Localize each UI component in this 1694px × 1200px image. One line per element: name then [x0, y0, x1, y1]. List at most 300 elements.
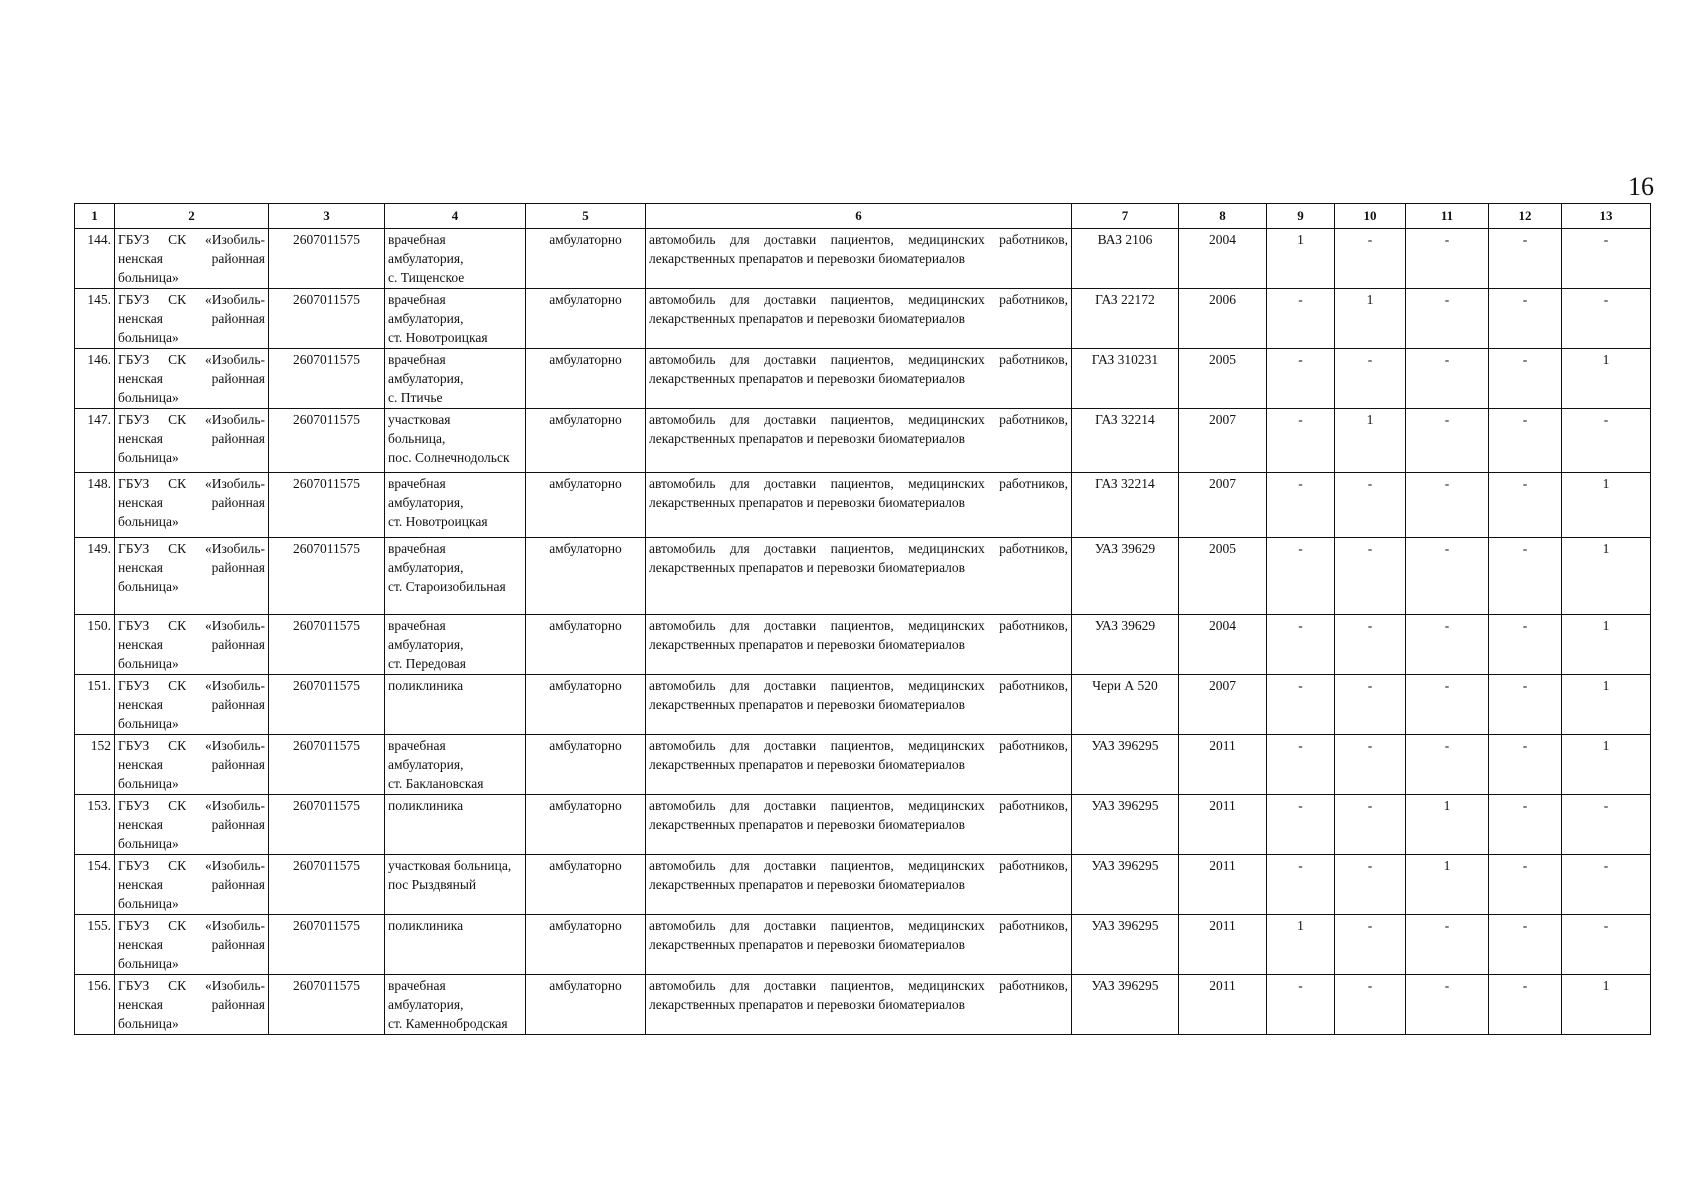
vehicle-purpose: автомобиль для доставки пациентов, медицинских работников, лекарственных препаратов и перевозки биоматериалов	[646, 975, 1072, 1035]
organization-word: СК	[168, 798, 187, 813]
facility-location-line: с. Тищенское	[388, 270, 465, 285]
inn-code: 2607011575	[269, 615, 385, 675]
vehicle-model: ВАЗ 2106	[1072, 229, 1179, 289]
organization-word: СК	[168, 352, 187, 367]
manufacture-year: 2007	[1179, 473, 1267, 538]
organization-line	[118, 249, 265, 268]
facility-location-line: амбулатория,	[388, 637, 464, 652]
care-mode: амбулаторно	[526, 915, 646, 975]
count-column-10: -	[1335, 675, 1406, 735]
organization-word: ГБУЗ	[118, 232, 150, 247]
row-number: 155.	[75, 915, 115, 975]
organization-name	[115, 615, 269, 675]
organization-word: «Изобиль-	[205, 738, 265, 753]
count-column-11: -	[1406, 538, 1489, 615]
organization-word: ненская	[118, 937, 163, 952]
organization-name	[115, 915, 269, 975]
facility-location-line: ст. Каменнобродская	[388, 1016, 508, 1031]
count-column-13: -	[1562, 409, 1651, 473]
count-column-12: -	[1489, 795, 1562, 855]
facility-location	[385, 473, 526, 538]
facility-location	[385, 615, 526, 675]
organization-line: больница»	[118, 450, 179, 465]
facility-location	[385, 289, 526, 349]
table-row	[75, 975, 1651, 1035]
facility-location	[385, 538, 526, 615]
facility-location-line: больница,	[388, 431, 446, 446]
organization-word: ГБУЗ	[118, 738, 150, 753]
table-row	[75, 735, 1651, 795]
organization-word: районная	[211, 877, 265, 892]
table-row	[75, 538, 1651, 615]
organization-word: ГБУЗ	[118, 678, 150, 693]
organization-word: СК	[168, 232, 187, 247]
inn-code: 2607011575	[269, 735, 385, 795]
column-header-4: 4	[385, 204, 526, 229]
count-column-12: -	[1489, 409, 1562, 473]
organization-line	[118, 474, 265, 493]
vehicle-purpose: автомобиль для доставки пациентов, медицинских работников, лекарственных препаратов и перевозки биоматериалов	[646, 409, 1072, 473]
column-header-8: 8	[1179, 204, 1267, 229]
organization-word: ГБУЗ	[118, 292, 150, 307]
organization-word: СК	[168, 412, 187, 427]
organization-word: СК	[168, 738, 187, 753]
facility-location-line: врачебная	[388, 292, 446, 307]
inn-code: 2607011575	[269, 855, 385, 915]
table-row	[75, 289, 1651, 349]
count-column-9: 1	[1267, 229, 1335, 289]
facility-location-line: амбулатория,	[388, 560, 464, 575]
organization-word: «Изобиль-	[205, 918, 265, 933]
organization-line: больница»	[118, 1016, 179, 1031]
inn-code: 2607011575	[269, 409, 385, 473]
organization-word: ненская	[118, 495, 163, 510]
organization-word: ГБУЗ	[118, 352, 150, 367]
inn-code: 2607011575	[269, 289, 385, 349]
count-column-9: -	[1267, 473, 1335, 538]
organization-word: районная	[211, 997, 265, 1012]
count-column-11: -	[1406, 473, 1489, 538]
organization-line	[118, 755, 265, 774]
organization-word: районная	[211, 311, 265, 326]
count-column-9: -	[1267, 975, 1335, 1035]
vehicle-model: УАЗ 396295	[1072, 915, 1179, 975]
count-column-11: -	[1406, 409, 1489, 473]
count-column-9: -	[1267, 615, 1335, 675]
organization-word: ненская	[118, 877, 163, 892]
row-number: 154.	[75, 855, 115, 915]
count-column-12: -	[1489, 615, 1562, 675]
table-row	[75, 409, 1651, 473]
organization-word: ненская	[118, 697, 163, 712]
facility-location	[385, 915, 526, 975]
count-column-11: -	[1406, 975, 1489, 1035]
facility-location	[385, 349, 526, 409]
count-column-11: -	[1406, 615, 1489, 675]
column-header-13: 13	[1562, 204, 1651, 229]
inn-code: 2607011575	[269, 975, 385, 1035]
count-column-10: -	[1335, 855, 1406, 915]
vehicle-model: УАЗ 396295	[1072, 795, 1179, 855]
facility-location-line: амбулатория,	[388, 371, 464, 386]
count-column-10: -	[1335, 538, 1406, 615]
facility-location	[385, 795, 526, 855]
organization-word: районная	[211, 371, 265, 386]
facility-location	[385, 409, 526, 473]
care-mode: амбулаторно	[526, 795, 646, 855]
facility-location-line: поликлиника	[388, 798, 464, 813]
count-column-10: -	[1335, 473, 1406, 538]
manufacture-year: 2011	[1179, 735, 1267, 795]
facility-location-line: поликлиника	[388, 918, 464, 933]
organization-line	[118, 309, 265, 328]
care-mode: амбулаторно	[526, 409, 646, 473]
facility-location-line: ст. Новотроицкая	[388, 330, 488, 345]
inn-code: 2607011575	[269, 473, 385, 538]
count-column-10: -	[1335, 615, 1406, 675]
organization-line	[118, 350, 265, 369]
organization-line	[118, 539, 265, 558]
count-column-13: -	[1562, 795, 1651, 855]
count-column-10: 1	[1335, 289, 1406, 349]
organization-word: «Изобиль-	[205, 292, 265, 307]
facility-location-line: участковая	[388, 412, 451, 427]
count-column-10: -	[1335, 915, 1406, 975]
organization-word: районная	[211, 757, 265, 772]
organization-name	[115, 349, 269, 409]
count-column-10: -	[1335, 975, 1406, 1035]
organization-word: «Изобиль-	[205, 476, 265, 491]
organization-word: ГБУЗ	[118, 858, 150, 873]
vehicle-model: ГАЗ 310231	[1072, 349, 1179, 409]
count-column-13: 1	[1562, 735, 1651, 795]
column-header-7: 7	[1072, 204, 1179, 229]
vehicle-model: Чери А 520	[1072, 675, 1179, 735]
care-mode: амбулаторно	[526, 349, 646, 409]
inn-code: 2607011575	[269, 538, 385, 615]
organization-line	[118, 796, 265, 815]
manufacture-year: 2011	[1179, 915, 1267, 975]
count-column-10: 1	[1335, 409, 1406, 473]
organization-word: районная	[211, 937, 265, 952]
organization-line: больница»	[118, 579, 179, 594]
vehicle-purpose: автомобиль для доставки пациентов, медицинских работников, лекарственных препаратов и перевозки биоматериалов	[646, 615, 1072, 675]
count-column-13: 1	[1562, 615, 1651, 675]
organization-line	[118, 875, 265, 894]
organization-word: «Изобиль-	[205, 412, 265, 427]
vehicle-purpose: автомобиль для доставки пациентов, медицинских работников, лекарственных препаратов и перевозки биоматериалов	[646, 795, 1072, 855]
table-row	[75, 675, 1651, 735]
count-column-11: 1	[1406, 795, 1489, 855]
facility-location	[385, 675, 526, 735]
count-column-13: -	[1562, 915, 1651, 975]
count-column-13: 1	[1562, 675, 1651, 735]
facility-location-line: врачебная	[388, 738, 446, 753]
vehicle-purpose: автомобиль для доставки пациентов, медицинских работников, лекарственных препаратов и перевозки биоматериалов	[646, 349, 1072, 409]
organization-line	[118, 230, 265, 249]
manufacture-year: 2004	[1179, 615, 1267, 675]
vehicle-purpose: автомобиль для доставки пациентов, медицинских работников, лекарственных препаратов и перевозки биоматериалов	[646, 735, 1072, 795]
organization-word: «Изобиль-	[205, 541, 265, 556]
organization-name	[115, 229, 269, 289]
vehicle-model: ГАЗ 32214	[1072, 473, 1179, 538]
organization-line: больница»	[118, 776, 179, 791]
table-row	[75, 229, 1651, 289]
facility-location-line: амбулатория,	[388, 495, 464, 510]
organization-line	[118, 935, 265, 954]
vehicle-model: УАЗ 39629	[1072, 538, 1179, 615]
organization-line: больница»	[118, 330, 179, 345]
facility-location-line: врачебная	[388, 978, 446, 993]
organization-line	[118, 635, 265, 654]
organization-line: больница»	[118, 716, 179, 731]
organization-line	[118, 410, 265, 429]
table-row	[75, 795, 1651, 855]
vehicle-purpose: автомобиль для доставки пациентов, медицинских работников, лекарственных препаратов и перевозки биоматериалов	[646, 538, 1072, 615]
organization-word: СК	[168, 618, 187, 633]
organization-word: ненская	[118, 431, 163, 446]
column-header-2: 2	[115, 204, 269, 229]
column-header-6: 6	[646, 204, 1072, 229]
vehicle-purpose: автомобиль для доставки пациентов, медицинских работников, лекарственных препаратов и перевозки биоматериалов	[646, 855, 1072, 915]
count-column-13: -	[1562, 229, 1651, 289]
manufacture-year: 2006	[1179, 289, 1267, 349]
inn-code: 2607011575	[269, 795, 385, 855]
count-column-11: 1	[1406, 855, 1489, 915]
count-column-12: -	[1489, 915, 1562, 975]
manufacture-year: 2011	[1179, 795, 1267, 855]
table-row	[75, 855, 1651, 915]
facility-location	[385, 975, 526, 1035]
count-column-11: -	[1406, 289, 1489, 349]
inn-code: 2607011575	[269, 915, 385, 975]
organization-word: ненская	[118, 371, 163, 386]
organization-line	[118, 695, 265, 714]
facility-location-line: амбулатория,	[388, 251, 464, 266]
organization-word: районная	[211, 251, 265, 266]
vehicle-model: УАЗ 396295	[1072, 975, 1179, 1035]
organization-word: ГБУЗ	[118, 918, 150, 933]
count-column-9: -	[1267, 675, 1335, 735]
count-column-12: -	[1489, 538, 1562, 615]
care-mode: амбулаторно	[526, 615, 646, 675]
facility-location-line: амбулатория,	[388, 757, 464, 772]
facility-location-line: врачебная	[388, 618, 446, 633]
row-number: 152	[75, 735, 115, 795]
page-number: 16	[1628, 172, 1654, 201]
count-column-12: -	[1489, 289, 1562, 349]
care-mode: амбулаторно	[526, 675, 646, 735]
table-row	[75, 473, 1651, 538]
table-row	[75, 349, 1651, 409]
vehicle-purpose: автомобиль для доставки пациентов, медицинских работников, лекарственных препаратов и перевозки биоматериалов	[646, 473, 1072, 538]
count-column-10: -	[1335, 229, 1406, 289]
vehicle-purpose: автомобиль для доставки пациентов, медицинских работников, лекарственных препаратов и перевозки биоматериалов	[646, 915, 1072, 975]
organization-word: СК	[168, 858, 187, 873]
organization-word: районная	[211, 560, 265, 575]
organization-word: «Изобиль-	[205, 232, 265, 247]
count-column-9: -	[1267, 795, 1335, 855]
organization-line	[118, 916, 265, 935]
organization-word: «Изобиль-	[205, 352, 265, 367]
count-column-9: -	[1267, 289, 1335, 349]
manufacture-year: 2011	[1179, 855, 1267, 915]
care-mode: амбулаторно	[526, 229, 646, 289]
organization-word: районная	[211, 697, 265, 712]
vehicle-model: УАЗ 39629	[1072, 615, 1179, 675]
row-number: 144.	[75, 229, 115, 289]
count-column-9: -	[1267, 538, 1335, 615]
facility-location-line: ст. Новотроицкая	[388, 514, 488, 529]
column-header-12: 12	[1489, 204, 1562, 229]
care-mode: амбулаторно	[526, 975, 646, 1035]
organization-line: больница»	[118, 270, 179, 285]
organization-line	[118, 429, 265, 448]
organization-word: СК	[168, 476, 187, 491]
organization-word: районная	[211, 495, 265, 510]
count-column-12: -	[1489, 675, 1562, 735]
organization-word: ненская	[118, 251, 163, 266]
care-mode: амбулаторно	[526, 289, 646, 349]
row-number: 151.	[75, 675, 115, 735]
vehicle-model: ГАЗ 22172	[1072, 289, 1179, 349]
organization-line	[118, 995, 265, 1014]
manufacture-year: 2005	[1179, 349, 1267, 409]
facility-location-line: поликлиника	[388, 678, 464, 693]
organization-word: «Изобиль-	[205, 978, 265, 993]
facility-location-line: врачебная	[388, 232, 446, 247]
table-body	[75, 229, 1651, 1035]
vehicle-purpose: автомобиль для доставки пациентов, медицинских работников, лекарственных препаратов и перевозки биоматериалов	[646, 229, 1072, 289]
organization-word: районная	[211, 431, 265, 446]
count-column-12: -	[1489, 855, 1562, 915]
organization-line	[118, 676, 265, 695]
facility-location	[385, 229, 526, 289]
organization-word: ГБУЗ	[118, 618, 150, 633]
facility-location-line: врачебная	[388, 352, 446, 367]
inn-code: 2607011575	[269, 349, 385, 409]
table-row	[75, 615, 1651, 675]
organization-word: ненская	[118, 817, 163, 832]
vehicle-purpose: автомобиль для доставки пациентов, медицинских работников, лекарственных препаратов и перевозки биоматериалов	[646, 289, 1072, 349]
organization-line: больница»	[118, 956, 179, 971]
count-column-11: -	[1406, 349, 1489, 409]
row-number: 147.	[75, 409, 115, 473]
organization-word: ГБУЗ	[118, 541, 150, 556]
organization-line	[118, 856, 265, 875]
organization-word: ненская	[118, 997, 163, 1012]
manufacture-year: 2004	[1179, 229, 1267, 289]
count-column-11: -	[1406, 229, 1489, 289]
count-column-12: -	[1489, 229, 1562, 289]
inn-code: 2607011575	[269, 229, 385, 289]
organization-word: ГБУЗ	[118, 978, 150, 993]
organization-name	[115, 289, 269, 349]
column-header-3: 3	[269, 204, 385, 229]
organization-line	[118, 558, 265, 577]
facility-location-line: с. Птичье	[388, 390, 443, 405]
organization-word: ГБУЗ	[118, 412, 150, 427]
organization-line	[118, 815, 265, 834]
care-mode: амбулаторно	[526, 735, 646, 795]
organization-name	[115, 795, 269, 855]
facility-location-line: врачебная	[388, 476, 446, 491]
manufacture-year: 2005	[1179, 538, 1267, 615]
column-header-11: 11	[1406, 204, 1489, 229]
column-header-5: 5	[526, 204, 646, 229]
organization-word: ненская	[118, 311, 163, 326]
care-mode: амбулаторно	[526, 538, 646, 615]
organization-name	[115, 473, 269, 538]
row-number: 146.	[75, 349, 115, 409]
organization-line	[118, 290, 265, 309]
table-row	[75, 915, 1651, 975]
organization-word: «Изобиль-	[205, 858, 265, 873]
count-column-9: -	[1267, 349, 1335, 409]
organization-word: ненская	[118, 560, 163, 575]
organization-line: больница»	[118, 390, 179, 405]
organization-line	[118, 616, 265, 635]
count-column-13: -	[1562, 855, 1651, 915]
organization-line	[118, 736, 265, 755]
organization-line: больница»	[118, 896, 179, 911]
organization-word: ГБУЗ	[118, 798, 150, 813]
organization-line	[118, 493, 265, 512]
count-column-12: -	[1489, 349, 1562, 409]
count-column-12: -	[1489, 473, 1562, 538]
facility-location-line: ст. Баклановская	[388, 776, 484, 791]
organization-line	[118, 976, 265, 995]
vehicle-purpose: автомобиль для доставки пациентов, медицинских работников, лекарственных препаратов и перевозки биоматериалов	[646, 675, 1072, 735]
organization-name	[115, 675, 269, 735]
facility-location-line: участковая больница,	[388, 858, 512, 873]
count-column-9: -	[1267, 409, 1335, 473]
column-header-9: 9	[1267, 204, 1335, 229]
column-header-10: 10	[1335, 204, 1406, 229]
organization-name	[115, 735, 269, 795]
organization-line: больница»	[118, 656, 179, 671]
organization-word: СК	[168, 918, 187, 933]
organization-name	[115, 855, 269, 915]
organization-line: больница»	[118, 514, 179, 529]
count-column-9: -	[1267, 855, 1335, 915]
organization-name	[115, 975, 269, 1035]
row-number: 149.	[75, 538, 115, 615]
organization-word: ГБУЗ	[118, 476, 150, 491]
row-number: 145.	[75, 289, 115, 349]
manufacture-year: 2011	[1179, 975, 1267, 1035]
count-column-10: -	[1335, 735, 1406, 795]
organization-line: больница»	[118, 836, 179, 851]
organization-word: ненская	[118, 757, 163, 772]
facility-location-line: амбулатория,	[388, 311, 464, 326]
manufacture-year: 2007	[1179, 675, 1267, 735]
row-number: 148.	[75, 473, 115, 538]
organization-word: ненская	[118, 637, 163, 652]
organization-word: СК	[168, 978, 187, 993]
organization-word: районная	[211, 817, 265, 832]
header-row	[75, 204, 1651, 229]
column-header-1: 1	[75, 204, 115, 229]
count-column-9: -	[1267, 735, 1335, 795]
count-column-12: -	[1489, 975, 1562, 1035]
care-mode: амбулаторно	[526, 473, 646, 538]
care-mode: амбулаторно	[526, 855, 646, 915]
facility-location-line: пос. Солнечнодольск	[388, 450, 510, 465]
manufacture-year: 2007	[1179, 409, 1267, 473]
organization-word: СК	[168, 541, 187, 556]
organization-word: районная	[211, 637, 265, 652]
